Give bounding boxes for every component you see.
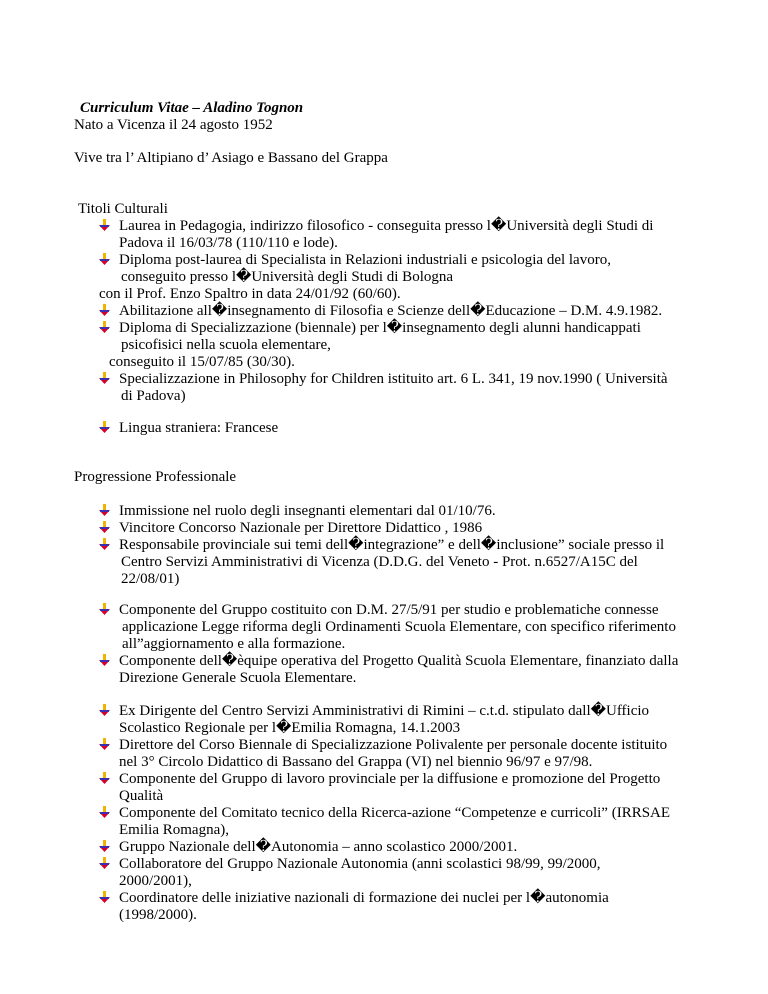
list-item: Diploma post-laurea di Specialista in Relazioni industriali e psicologia del lavoro, (119, 252, 611, 268)
list-item: Diploma di Specializzazione (biennale) per l�insegnamento degli alunni handicappati (119, 320, 641, 336)
list-item-cont: Padova il 16/03/78 (110/110 e lode). (119, 235, 338, 251)
list-item-cont: 2000/2001), (119, 873, 192, 889)
list-item-cont: nel 3° Circolo Didattico di Bassano del Grappa (VI) nel biennio 96/97 e 97/98. (119, 754, 593, 770)
bullet-icon (98, 771, 112, 785)
list-item-cont: conseguito presso l�Università degli Studi di Bologna (121, 269, 454, 285)
bullet-icon (98, 805, 112, 819)
list-item-cont: conseguito il 15/07/85 (30/30). (109, 354, 295, 370)
list-item-cont: Direzione Generale Scuola Elementare. (119, 670, 357, 686)
list-item: Componente del Gruppo di lavoro provinciale per la diffusione e promozione del Progetto (119, 771, 661, 787)
bullet-icon (98, 503, 112, 517)
bullet-icon (98, 320, 112, 334)
bullet-icon (98, 856, 112, 870)
list-item: Immissione nel ruolo degli insegnanti elementari dal 01/10/76. (119, 503, 496, 519)
section-heading-progressione: Progressione Professionale (74, 469, 237, 485)
bullet-icon (98, 420, 112, 434)
bullet-icon (98, 218, 112, 232)
bullet-icon (98, 703, 112, 717)
list-item-cont: con il Prof. Enzo Spaltro in data 24/01/92 (60/60). (99, 286, 401, 302)
list-item-cont: 22/08/01) (121, 571, 180, 587)
list-item: Gruppo Nazionale dell�Autonomia – anno scolastico 2000/2001. (119, 839, 518, 855)
list-item: Laurea in Pedagogia, indirizzo filosofico - conseguita presso l�Università degli Studi di (119, 218, 654, 234)
bullet-icon (98, 303, 112, 317)
bullet-icon (98, 371, 112, 385)
list-item: Coordinatore delle iniziative nazionali di formazione dei nuclei per l�autonomia (119, 890, 609, 906)
list-item-cont: Qualità (119, 788, 164, 804)
list-item-cont: all”aggiornamento e alla formazione. (122, 636, 346, 652)
list-item: Specializzazione in Philosophy for Children istituito art. 6 L. 341, 19 nov.1990 ( Università (119, 371, 668, 387)
bullet-icon (98, 890, 112, 904)
bullet-icon (98, 537, 112, 551)
list-item: Vincitore Concorso Nazionale per Direttore Didattico , 1986 (119, 520, 483, 536)
list-item-cont: Emilia Romagna), (119, 822, 229, 838)
bullet-icon (98, 653, 112, 667)
list-item: Componente del Gruppo costituito con D.M. 27/5/91 per studio e problematiche connesse (119, 602, 659, 618)
bullet-icon (98, 737, 112, 751)
list-item-cont: Scolastico Regionale per l�Emilia Romagna, 14.1.2003 (119, 720, 461, 736)
list-item-cont: psicofisici nella scuola elementare, (121, 337, 331, 353)
list-item-cont: Centro Servizi Amministrativi di Vicenza (D.D.G. del Veneto - Prot. n.6527/A15C del (121, 554, 638, 570)
list-item: Direttore del Corso Biennale di Specializzazione Polivalente per personale docente istituito (119, 737, 668, 753)
residence-info: Vive tra l’ Altipiano d’ Asiago e Bassano del Grappa (74, 150, 388, 166)
cv-title: Curriculum Vitae – Aladino Tognon (80, 100, 304, 116)
list-item: Ex Dirigente del Centro Servizi Amministrativi di Rimini – c.t.d. stipulato dall�Ufficio (119, 703, 650, 719)
list-item: Componente dell�èquipe operativa del Progetto Qualità Scuola Elementare, finanziato dalla (119, 653, 679, 669)
bullet-icon (98, 252, 112, 266)
list-item: Collaboratore del Gruppo Nazionale Autonomia (anni scolastici 98/99, 99/2000, (119, 856, 601, 872)
list-item-cont: applicazione Legge riforma degli Ordinamenti Scuola Elementare, con specifico riferimento (122, 619, 676, 635)
bullet-icon (98, 839, 112, 853)
list-item: Componente del Comitato tecnico della Ricerca-azione “Competenze e curricoli” (IRRSAE (119, 805, 671, 821)
birth-info: Nato a Vicenza il 24 agosto 1952 (74, 117, 273, 133)
list-item: Abilitazione all�insegnamento di Filosofia e Scienze dell�Educazione – D.M. 4.9.1982. (119, 303, 663, 319)
list-item-cont: (1998/2000). (119, 907, 197, 923)
list-item: Lingua straniera: Francese (119, 420, 279, 436)
bullet-icon (98, 520, 112, 534)
list-item-cont: di Padova) (121, 388, 186, 404)
bullet-icon (98, 602, 112, 616)
section-heading-titoli: Titoli Culturali (78, 201, 168, 217)
list-item: Responsabile provinciale sui temi dell�integrazione” e dell�inclusione” sociale presso il (119, 537, 665, 553)
